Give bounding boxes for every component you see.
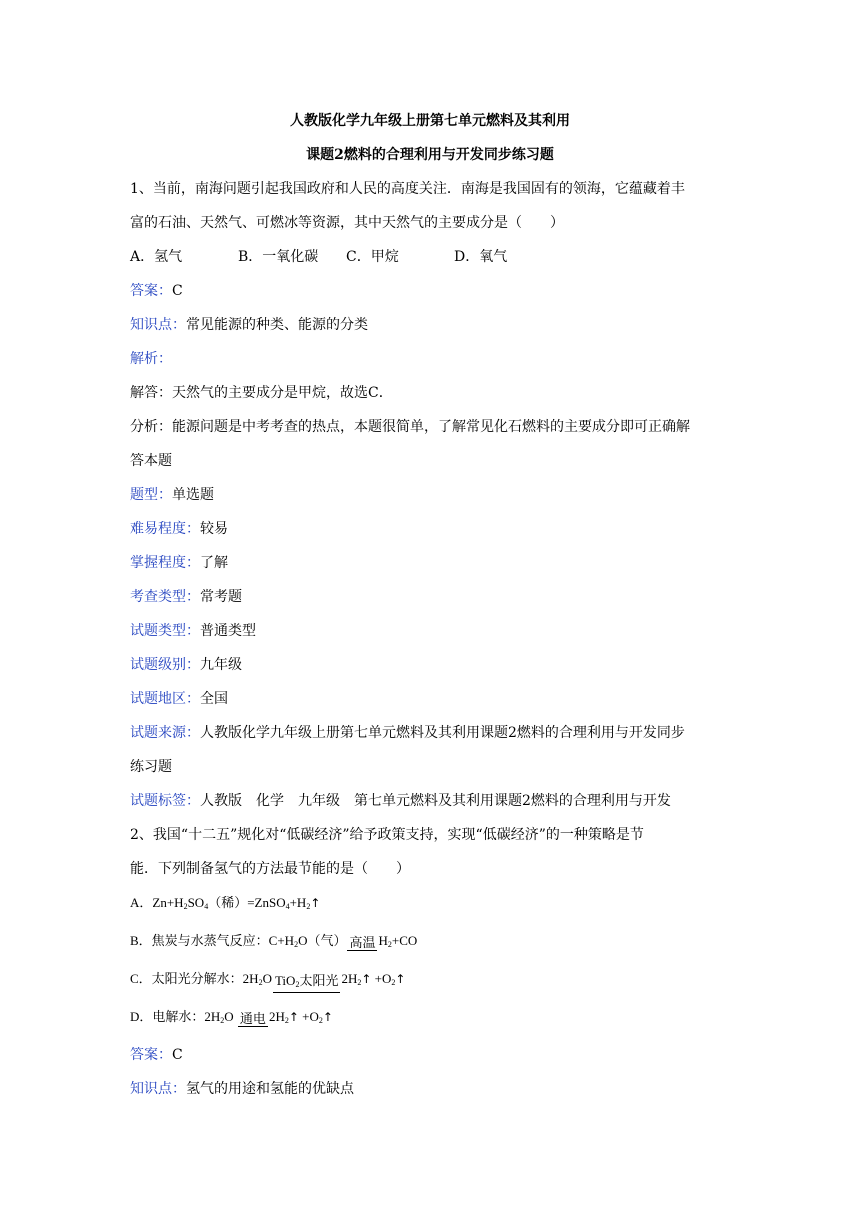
condition-text: 高温 bbox=[349, 935, 376, 950]
meta-label: 试题类型： bbox=[130, 623, 200, 639]
subscript: 2 bbox=[295, 980, 300, 989]
q1-analysis-heading bbox=[130, 342, 730, 376]
meta-label: 试题级别： bbox=[130, 657, 200, 673]
document-page bbox=[130, 104, 730, 1106]
q2-option-c bbox=[130, 962, 730, 1000]
meta-value: 全国 bbox=[200, 691, 228, 707]
condition-part: TiO bbox=[274, 973, 296, 988]
formula-text: +O bbox=[371, 971, 392, 986]
q2-stem-line2: 能．下列制备氢气的方法最节能的是（ ） bbox=[130, 861, 410, 877]
q1-answer bbox=[130, 274, 730, 308]
subscript: 2 bbox=[183, 902, 188, 911]
formula-text: C．太阳光分解水：2H bbox=[130, 971, 259, 986]
reaction-line bbox=[238, 1026, 268, 1027]
q1-stem-line2: 富的石油、天然气、可燃冰等资源，其中天然气的主要成分是（ ） bbox=[130, 215, 564, 231]
meta-value: 较易 bbox=[200, 521, 228, 537]
reaction-line bbox=[347, 950, 377, 951]
formula-text: 2H bbox=[341, 971, 358, 986]
condition-part: 太阳光 bbox=[299, 973, 339, 988]
q1-solution: 解答：天然气的主要成分是甲烷，故选C． bbox=[130, 385, 393, 401]
q1-analysis-line2: 答本题 bbox=[130, 453, 172, 469]
q1-stem-line1: 1、当前，南海问题引起我国政府和人民的高度关注．南海是我国固有的领海，它蕴藏着丰 bbox=[130, 181, 685, 197]
formula-text: SO bbox=[187, 895, 205, 910]
reaction-line bbox=[273, 992, 341, 993]
analysis-label: 解析： bbox=[130, 351, 172, 367]
gas-arrow-icon: ↑ bbox=[322, 1010, 333, 1024]
condition-text: 通电 bbox=[239, 1011, 266, 1026]
q1-source-line2: 练习题 bbox=[130, 759, 172, 775]
meta-value: 常考题 bbox=[200, 589, 242, 605]
document-title: 人教版化学九年级上册第七单元燃料及其利用 bbox=[290, 113, 570, 129]
reaction-condition bbox=[273, 974, 341, 993]
source-label: 试题来源： bbox=[130, 725, 200, 741]
tags-label: 试题标签： bbox=[130, 793, 200, 809]
knowledge-label: 知识点： bbox=[130, 1081, 186, 1097]
subscript: 2 bbox=[318, 1016, 323, 1025]
answer-value: C bbox=[172, 283, 183, 299]
q1-option-b: B．一氧化碳 bbox=[238, 249, 319, 265]
q1-meta-exam-type bbox=[130, 580, 730, 614]
gas-arrow-icon: ↑ bbox=[288, 1010, 299, 1024]
condition-text bbox=[273, 974, 341, 992]
gas-arrow-icon: ↑ bbox=[310, 896, 321, 910]
q2-option-d bbox=[130, 1000, 730, 1038]
formula-text: O bbox=[262, 971, 272, 986]
q2-option-a bbox=[130, 886, 730, 924]
subscript: 2 bbox=[284, 1016, 289, 1025]
q2-answer bbox=[130, 1038, 730, 1072]
formula-text: H bbox=[378, 933, 388, 948]
formula-text: A．Zn+H bbox=[130, 895, 184, 910]
subscript: 2 bbox=[294, 940, 299, 949]
q2-knowledge bbox=[130, 1072, 730, 1106]
meta-label: 掌握程度： bbox=[130, 555, 200, 571]
answer-value: C bbox=[172, 1047, 183, 1063]
answer-label: 答案： bbox=[130, 283, 172, 299]
subscript: 2 bbox=[220, 1016, 225, 1025]
q1-analysis-line1: 分析：能源问题是中考考查的热点，本题很简单，了解常见化石燃料的主要成分即可正确解 bbox=[130, 419, 690, 435]
meta-label: 难易程度： bbox=[130, 521, 200, 537]
subscript: 2 bbox=[391, 978, 396, 987]
reaction-condition bbox=[238, 1012, 268, 1027]
meta-value: 九年级 bbox=[200, 657, 242, 673]
document-subtitle: 课题2燃料的合理利用与开发同步练习题 bbox=[306, 147, 554, 163]
formula-text: 2H bbox=[268, 1009, 285, 1024]
meta-label: 考查类型： bbox=[130, 589, 200, 605]
formula-text: （稀）=ZnSO bbox=[208, 895, 286, 910]
subscript: 4 bbox=[285, 902, 290, 911]
source-value: 人教版化学九年级上册第七单元燃料及其利用课题2燃料的合理利用与开发同步 bbox=[200, 725, 685, 741]
subscript: 2 bbox=[387, 940, 392, 949]
formula-text: +H bbox=[289, 895, 307, 910]
q1-meta-question-type bbox=[130, 614, 730, 648]
knowledge-value: 常见能源的种类、能源的分类 bbox=[186, 317, 368, 333]
q1-meta-type bbox=[130, 478, 730, 512]
meta-value: 单选题 bbox=[172, 487, 214, 503]
q1-option-a: A．氢气 bbox=[130, 249, 183, 265]
q1-meta-difficulty bbox=[130, 512, 730, 546]
knowledge-label: 知识点： bbox=[130, 317, 186, 333]
formula-text: +CO bbox=[391, 933, 418, 948]
q1-meta-mastery bbox=[130, 546, 730, 580]
subscript: 2 bbox=[306, 902, 311, 911]
q1-knowledge bbox=[130, 308, 730, 342]
meta-label: 题型： bbox=[130, 487, 172, 503]
q2-option-b bbox=[130, 924, 730, 962]
knowledge-value: 氢气的用途和氢能的优缺点 bbox=[186, 1081, 354, 1097]
q1-tags bbox=[130, 784, 730, 818]
meta-value: 普通类型 bbox=[200, 623, 256, 639]
tags-value: 人教版 化学 九年级 第七单元燃料及其利用课题2燃料的合理利用与开发 bbox=[200, 793, 671, 809]
subscript: 4 bbox=[204, 902, 209, 911]
subscript: 2 bbox=[258, 978, 263, 987]
meta-label: 试题地区： bbox=[130, 691, 200, 707]
q1-source-line1 bbox=[130, 716, 730, 750]
q1-meta-region bbox=[130, 682, 730, 716]
gas-arrow-icon: ↑ bbox=[361, 972, 372, 986]
q1-options bbox=[130, 240, 730, 274]
meta-value: 了解 bbox=[200, 555, 228, 571]
subscript: 2 bbox=[357, 978, 362, 987]
formula-text: +O bbox=[298, 1009, 319, 1024]
formula-text: O（气） bbox=[298, 933, 347, 948]
answer-label: 答案： bbox=[130, 1047, 172, 1063]
q1-option-d: D．氧气 bbox=[454, 249, 508, 265]
gas-arrow-icon: ↑ bbox=[395, 972, 406, 986]
q2-stem-line1: 2、我国“十二五”规化对“低碳经济”给予政策支持，实现“低碳经济”的一种策略是节 bbox=[130, 827, 644, 843]
formula-text: D．电解水：2H bbox=[130, 1009, 221, 1024]
q1-meta-level bbox=[130, 648, 730, 682]
formula-text: O bbox=[224, 1009, 237, 1024]
q1-option-c: C．甲烷 bbox=[346, 249, 399, 265]
reaction-condition bbox=[347, 936, 377, 951]
formula-text: B．焦炭与水蒸气反应：C+H bbox=[130, 933, 295, 948]
